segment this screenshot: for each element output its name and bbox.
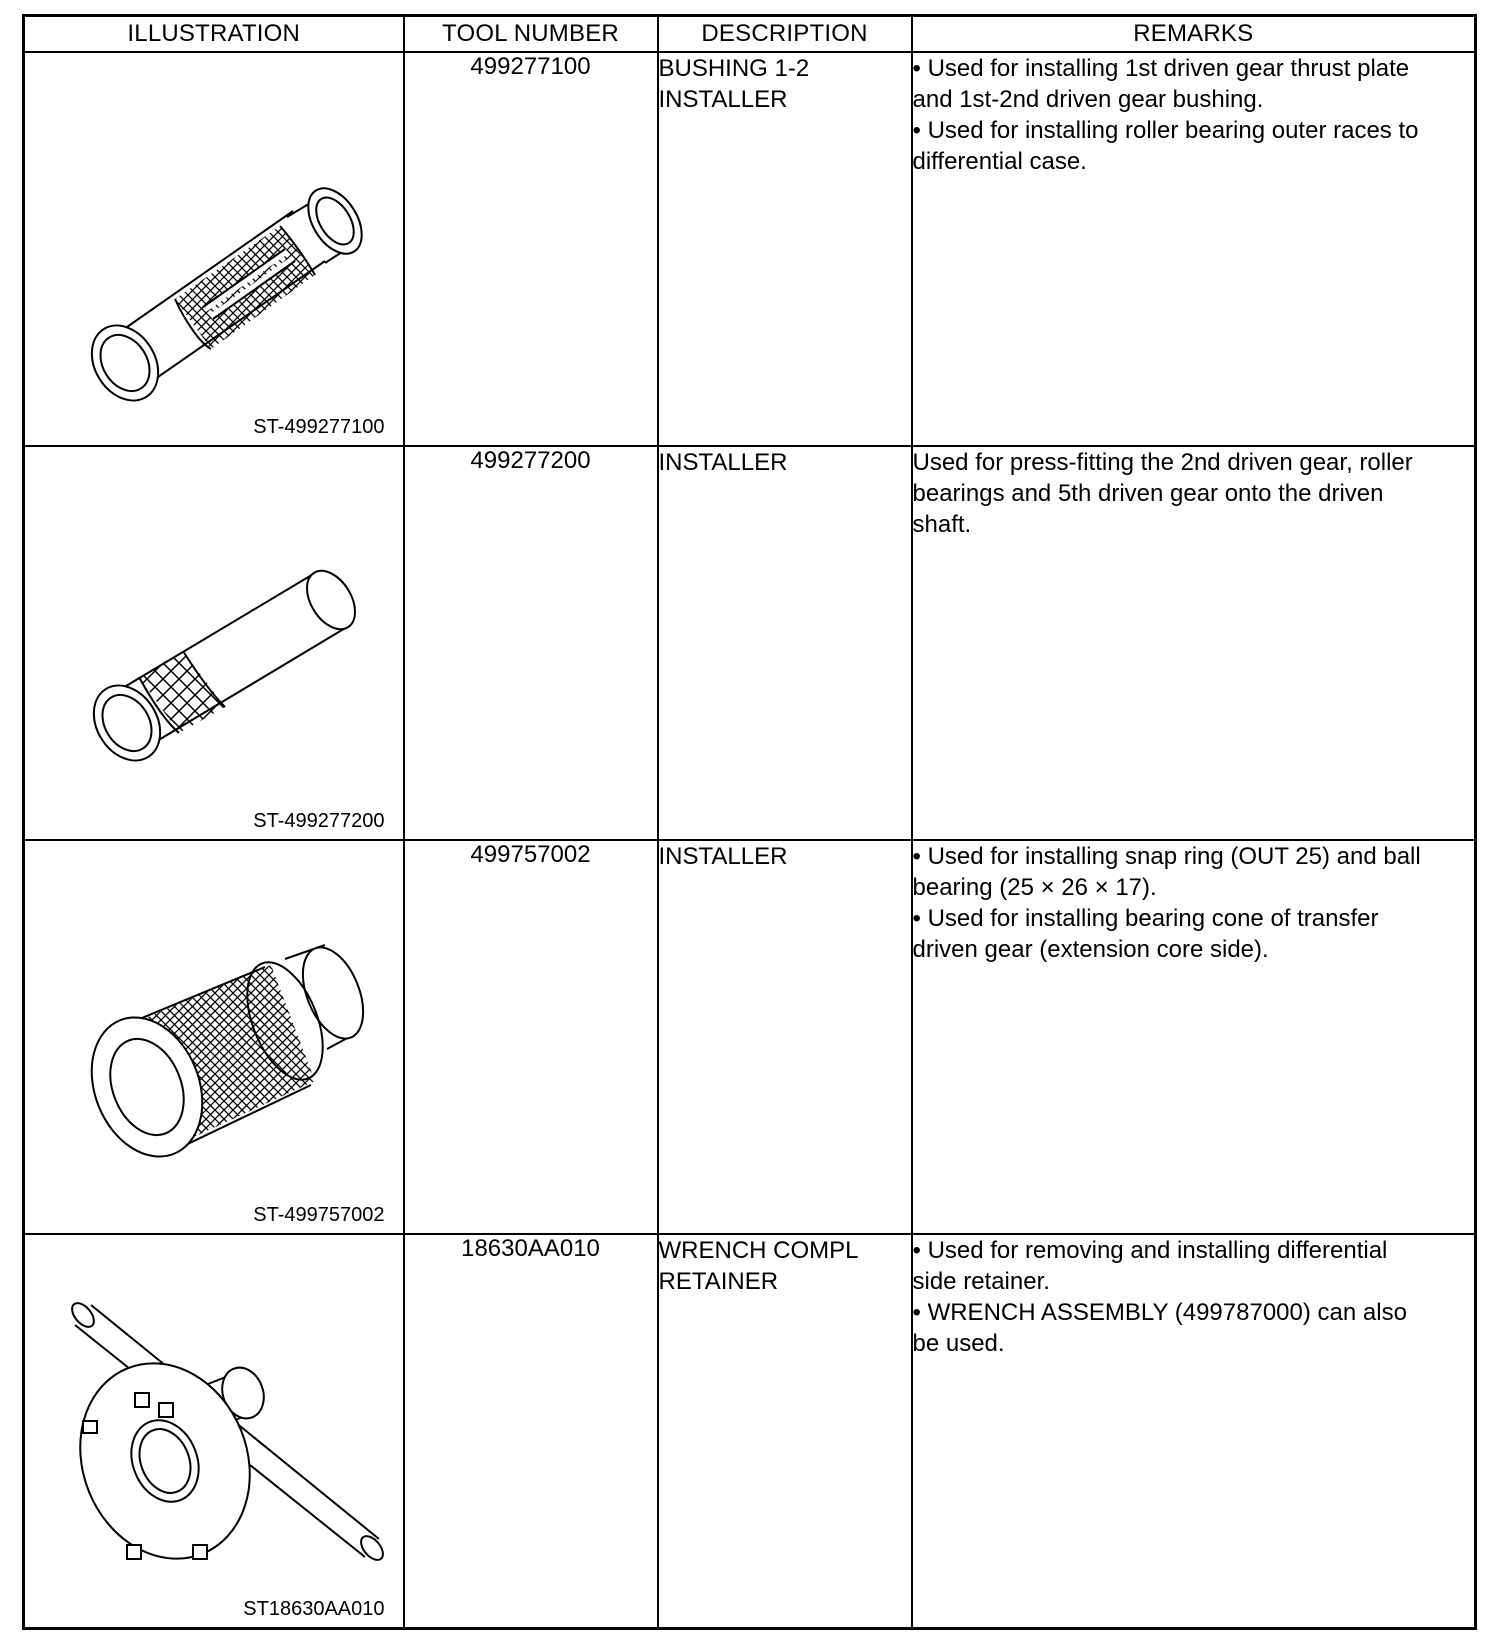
bushing-installer-icon [35,61,395,421]
remark-line: • Used for installing bearing cone of transfer [912,905,1379,932]
illustration-code: ST18630AA010 [243,1598,385,1620]
illustration-code: ST-499277100 [253,416,385,438]
tool-remarks [912,446,1476,840]
remark-line: side retainer. [912,1268,1050,1295]
remark-line: Used for press-fitting the 2nd driven gear, roller [912,449,1413,476]
description-line: INSTALLER [658,843,788,870]
table-row [24,840,1476,1234]
illustration-code: ST-499277200 [253,810,385,832]
header-description: DESCRIPTION [658,16,912,53]
table-row [24,52,1476,446]
description-line: INSTALLER [658,86,788,113]
remark-line: driven gear (extension core side). [912,936,1269,963]
tool-description [658,1234,912,1629]
remark-line: • Used for installing 1st driven gear thrust plate [912,55,1410,82]
illustration-cell [24,840,404,1234]
remark-line: and 1st-2nd driven gear bushing. [912,86,1264,113]
special-tools-table [22,14,1477,1630]
header-remarks: REMARKS [912,16,1476,53]
table-row [24,1234,1476,1629]
table-header-row [24,16,1476,53]
table-row [24,446,1476,840]
remark-line: be used. [912,1330,1005,1357]
tool-number: 499277200 [404,446,658,840]
remark-line: differential case. [912,148,1087,175]
remark-line: • WRENCH ASSEMBLY (499787000) can also [912,1299,1407,1326]
remark-line: • Used for removing and installing differential [912,1237,1388,1264]
description-line: BUSHING 1-2 [658,55,810,82]
description-line: INSTALLER [658,449,788,476]
tool-remarks [912,840,1476,1234]
tool-number: 18630AA010 [404,1234,658,1629]
header-tool-number: TOOL NUMBER [404,16,658,53]
tool-number: 499757002 [404,840,658,1234]
illustration-cell [24,1234,404,1629]
remark-line: shaft. [912,511,972,538]
remark-line: bearing (25 × 26 × 17). [912,874,1157,901]
installer-tube-icon [35,455,395,815]
illustration-cell [24,52,404,446]
illustration-cell [24,446,404,840]
tool-remarks [912,52,1476,446]
installer-drum-icon [35,849,395,1209]
tool-description [658,840,912,1234]
description-line: RETAINER [658,1268,779,1295]
tool-remarks [912,1234,1476,1629]
illustration-code: ST-499757002 [253,1204,385,1226]
remark-line: • Used for installing snap ring (OUT 25) and ball [912,843,1421,870]
tool-number: 499277100 [404,52,658,446]
tool-description [658,52,912,446]
remark-line: • Used for installing roller bearing outer races to [912,117,1419,144]
tool-description [658,446,912,840]
remark-line: bearings and 5th driven gear onto the driven [912,480,1384,507]
retainer-wrench-icon [35,1243,395,1603]
header-illustration: ILLUSTRATION [24,16,404,53]
description-line: WRENCH COMPL [658,1237,859,1264]
